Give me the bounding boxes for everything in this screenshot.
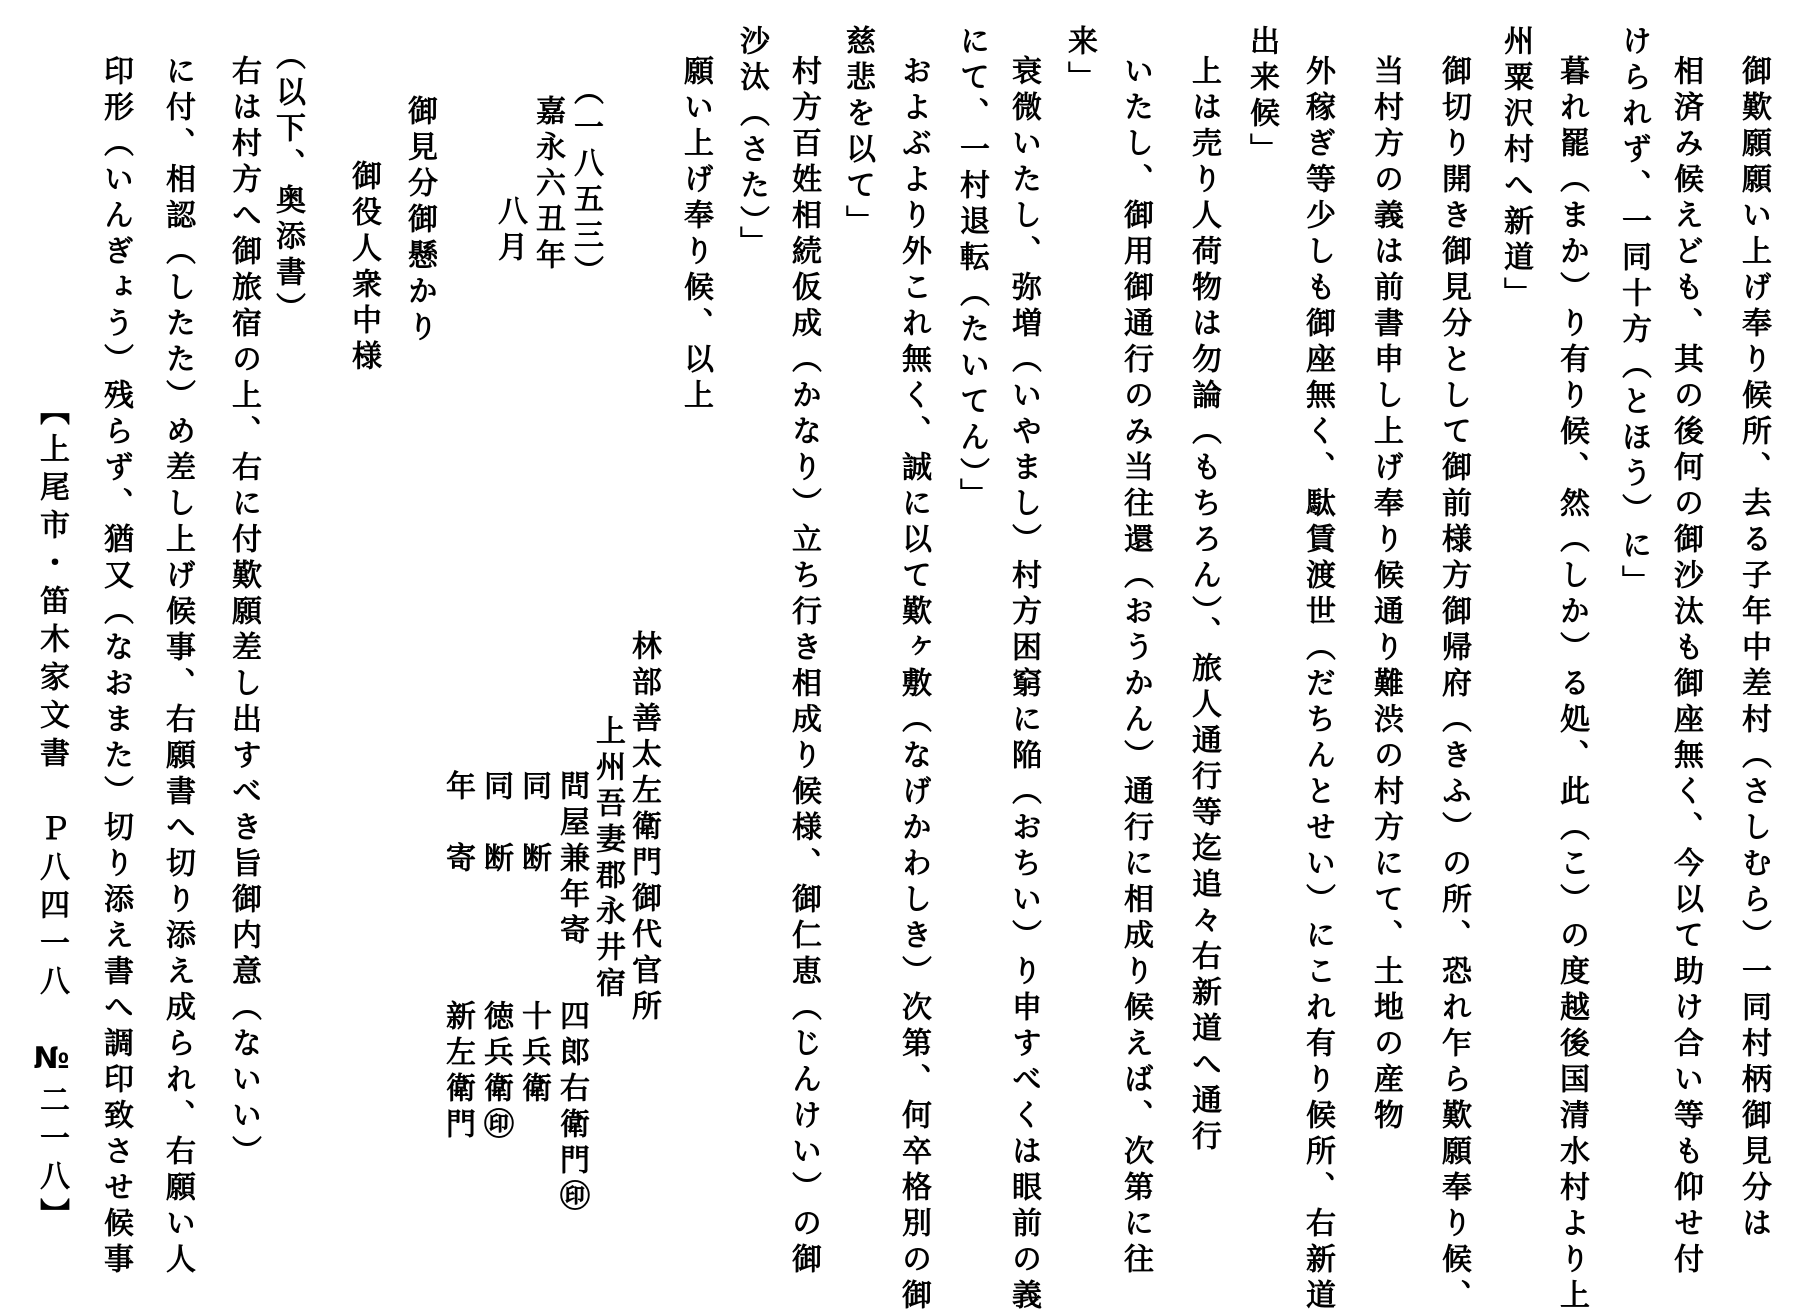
signatory-name-4: 新左衛門 (440, 1000, 475, 1144)
body-line-1: 御歎願願い上げ奉り候所、去る子年中差村（さしむら）一同村柄御見分は (1736, 55, 1771, 1243)
body-line-14: にて、一村退転（たいてん）」 (954, 25, 989, 514)
signatory-role-3: 同 断 (478, 770, 513, 878)
body-line-19: 願い上げ奉り候、以上 (678, 55, 713, 415)
signatory-name-2: 十兵衛 (516, 1000, 551, 1108)
body-line-18: 沙汰（さた）」 (734, 25, 769, 262)
body-line-12: 来」 (1062, 25, 1097, 97)
body-line-8: 外稼ぎ等少しも御座無く、駄賃渡世（だちんとせい）にこれ有り候所、右新道 (1300, 55, 1335, 1315)
body-line-17: 村方百姓相続仮成（かなり）立ち行き相成り候様、御仁恵（じんけい）の御 (786, 55, 821, 1279)
addressee-line-1: 御見分御懸かり (402, 95, 437, 347)
body-line-2: 相済み候えども、其の後何の御沙汰も御座無く、今以て助け合い等も仰せ付 (1668, 55, 1703, 1279)
signatory-role-4: 年 寄 (440, 770, 475, 878)
date-era-year: 嘉永六丑年 (530, 95, 565, 275)
date-year-ad: （一八五三） (568, 75, 603, 291)
signatory-office-1: 林部善太左衛門御代官所 (626, 630, 661, 1026)
body-line-6: 御切り開き御見分として御前様方御帰府（きふ）の所、恐れ乍ら歎願奉り候、 (1436, 55, 1471, 1315)
signatory-role-1: 問屋兼年寄 (554, 770, 589, 950)
body-line-5: 州粟沢村へ新道」 (1498, 25, 1533, 313)
signatory-office-2: 上州吾妻郡永井宿 (590, 715, 625, 1003)
body-line-4: 暮れ罷（まか）り有り候、然（しか）る処、此（こ）の度越後国清水村より上 (1554, 55, 1589, 1315)
body-line-16: 慈悲を以て」 (840, 25, 875, 241)
signatory-name-1: 四郎右衛門㊞ (554, 1000, 589, 1216)
body-line-10: 上は売り人荷物は勿論（もちろん）、旅人通行等迄追々右新道へ通行 (1186, 55, 1221, 1156)
source-reference: 【上尾市・笛木家文書 Ｐ八四一八 №二一八】 (34, 395, 69, 1236)
signatory-name-3: 徳兵衛㊞ (478, 1000, 513, 1144)
body-line-13: 衰微いたし、弥増（いやまし）村方困窮に陥（おちい）り申すべくは眼前の義 (1006, 55, 1041, 1315)
postscript-line-1: （以下、奥添書） (270, 40, 305, 328)
body-line-9: 出来候」 (1244, 25, 1279, 169)
date-month: 八月 (492, 195, 527, 267)
body-line-11: いたし、御用御通行のみ当往還（おうかん）通行に相成り候えば、次第に往 (1118, 55, 1153, 1279)
postscript-line-4: 印形（いんぎょう）残らず、猶又（なおまた）切り添え書へ調印致させ候事 (98, 55, 133, 1279)
addressee-line-2: 御役人衆中様 (346, 160, 381, 376)
signatory-role-2: 同 断 (516, 770, 551, 878)
postscript-line-2: 右は村方へ御旅宿の上、右に付歎願差し出すべき旨御内意（ないい） (226, 55, 261, 1171)
body-line-15: およぶより外これ無く、誠に以て歎ヶ敷（なげかわしき）次第、何卒格別の御 (896, 55, 931, 1315)
postscript-line-3: に付、相認（したた）め差し上げ候事、右願書へ切り添え成られ、右願い人 (160, 55, 195, 1279)
body-line-3: けられず、一同十方（とほう）に」 (1616, 25, 1651, 601)
body-line-7: 当村方の義は前書申し上げ奉り候通り難渋の村方にて、土地の産物 (1368, 55, 1403, 1135)
